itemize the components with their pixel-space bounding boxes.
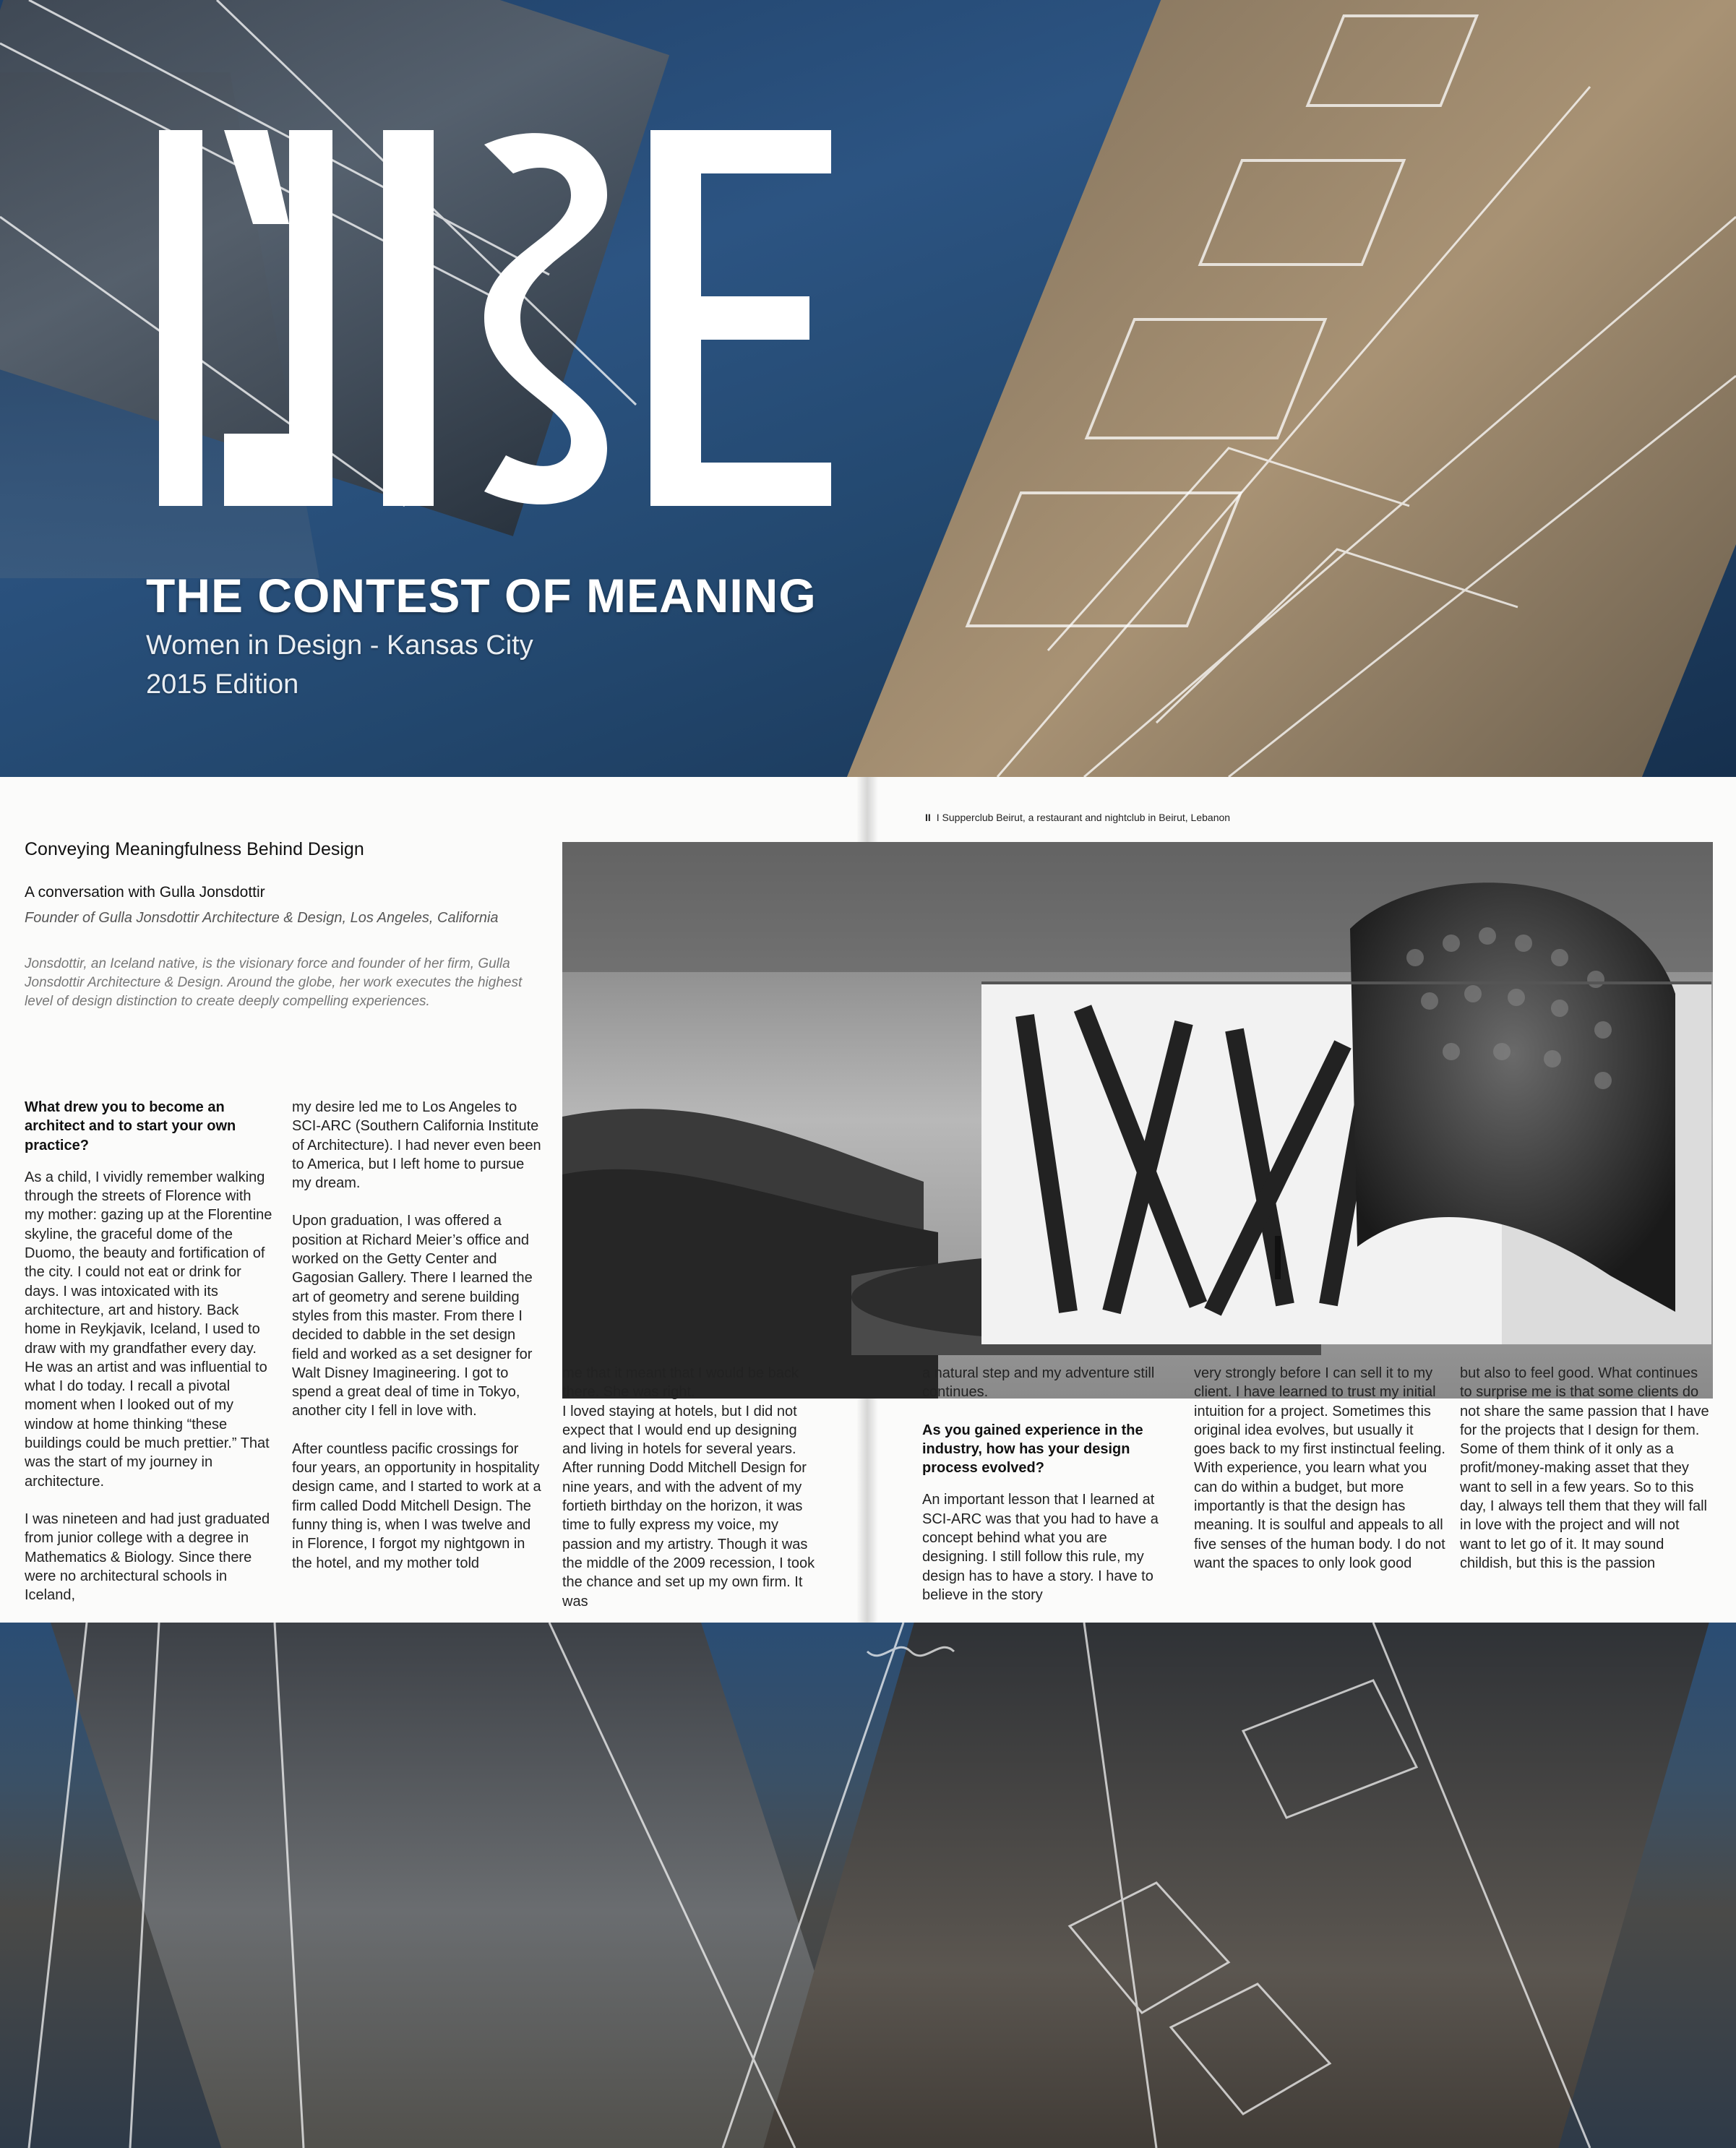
column-4 (922, 1364, 1175, 1623)
col2-paragraph-3: After countless pacific crossings for four years, an opportunity in hospitality design came, and I started to work at a firm called Dodd Mitchell Design. The funny thing is, when I was twelve and in Florence, I forgot my nightgown in the hotel, and my mother told (292, 1440, 541, 1571)
cover-title: THE CONTEST OF MEANING (146, 569, 817, 622)
col4-paragraph-1: a natural step and my adventure still continues. (922, 1365, 1155, 1401)
article-headline: Conveying Meaningfulness Behind Design (25, 839, 364, 859)
col4-paragraph-2: An important lesson that I learned at SCI-ARC was that you had to have a concept behind what you are designing. I still follow this rule, my design has to have a story. I have to believe in the story (922, 1492, 1159, 1603)
column-6 (1460, 1364, 1713, 1591)
magazine-spread (0, 777, 1736, 1623)
photo-caption: II I Supperclub Beirut, a restaurant and nightclub in Beirut, Lebanon (925, 812, 1231, 823)
supperclub-photo (562, 842, 1713, 1399)
col2-paragraph-2: Upon graduation, I was offered a position at Richard Meier’s office and worked on the Getty Center and Gagosian Gallery. There I learned the art of geometry and serene building styles from this master. From there I decided to dabble in the set design field and worked as a set designer for Walt Disney Imagineering. I got to spend a great deal of time in Tokyo, another city I fell in love with. (292, 1213, 533, 1419)
column-2 (292, 1098, 545, 1591)
col2-paragraph-1: my desire led me to Los Angeles to SCI-ARC (Southern California Institute of Architecture). I had never even been to America, but I left home to pursue my dream. (292, 1099, 541, 1192)
col6-paragraph-1: but also to feel good. What continues to surprise me is that some clients do not share the same passion that I have for the projects that I design for them. Some of them think of it only as a profit/money-making asset that they want to sell in a few years. So to this day, I always tell them that they will fall in love with the project and will not want to let go of it. It may sound childish, but this is the passion (1460, 1365, 1709, 1571)
cover-image-bottom (0, 1623, 1736, 2148)
column-3 (562, 1364, 815, 1623)
cover-image-top (0, 0, 1736, 777)
col1-paragraph-2: I was nineteen and had just graduated from junior college with a degree in Mathematics & Biology. Since there were no architectural schools in Iceland, (25, 1511, 270, 1604)
column-1 (25, 1098, 274, 1623)
sketch-lines-bottom (0, 1623, 1736, 2148)
col1-paragraph-1: As a child, I vividly remember walking through the streets of Florence with my mother: gazing up at the Florentine skyline, the graceful dome of the Duomo, the beauty and fortification of the city. I could not eat or drink for days. I was intoxicated with its architecture, art and history. Back home in Reykjavik, Iceland, I used to draw with my grandfather every day. He was an artist and was influential to what I do today. I recall a pivotal moment when I looked out of my window at home thinking “these buildings could be much prettier.” That was the start of my journey in architecture. (25, 1169, 272, 1490)
question-2: As you gained experience in the industry, how has your design process evolved? (922, 1422, 1143, 1477)
question-1: What drew you to become an architect and to start your own practice? (25, 1099, 236, 1154)
article-subhead: A conversation with Gulla Jonsdottir (25, 884, 265, 901)
cover-subtitle: Women in Design - Kansas City (146, 630, 533, 661)
article-founder-line: Founder of Gulla Jonsdottir Architecture & Design, Los Angeles, California (25, 910, 499, 926)
col3-paragraph-2: I loved staying at hotels, but I did not expect that I would end up designing and living in hotels for several years. After running Dodd Mitchell Design for nine years, and with the advent of my fortieth birthday on the horizon, it was time to fully express my voice, my passion and my artistry. Though it was the middle of the 2009 recession, I took the chance and set up my own firm. It was (562, 1403, 815, 1610)
caption-mark: II (925, 812, 931, 823)
rise-logo (145, 116, 853, 520)
cover-edition: 2015 Edition (146, 669, 299, 700)
article-intro: Jonsdottir, an Iceland native, is the visionary force and founder of her firm, Gulla Jonsdottir Architecture & Design. Around the globe, her work executes the highest level of design distinction to create deeply compelling experiences. (25, 956, 523, 1009)
column-5 (1194, 1364, 1447, 1591)
col3-paragraph-1: me that it meant that I would be back there. She was right. (562, 1365, 799, 1401)
col5-paragraph-1: very strongly before I can sell it to my client. I have learned to trust my initial intuition for a project. Sometimes this original idea evolves, but usually it goes back to my first instinctual feeling. With experience, you learn what you can do within a budget, but more importantly is that the design has meaning. It is soulful and appeals to all five senses of the human body. I do not want the spaces to only look good (1194, 1365, 1445, 1571)
